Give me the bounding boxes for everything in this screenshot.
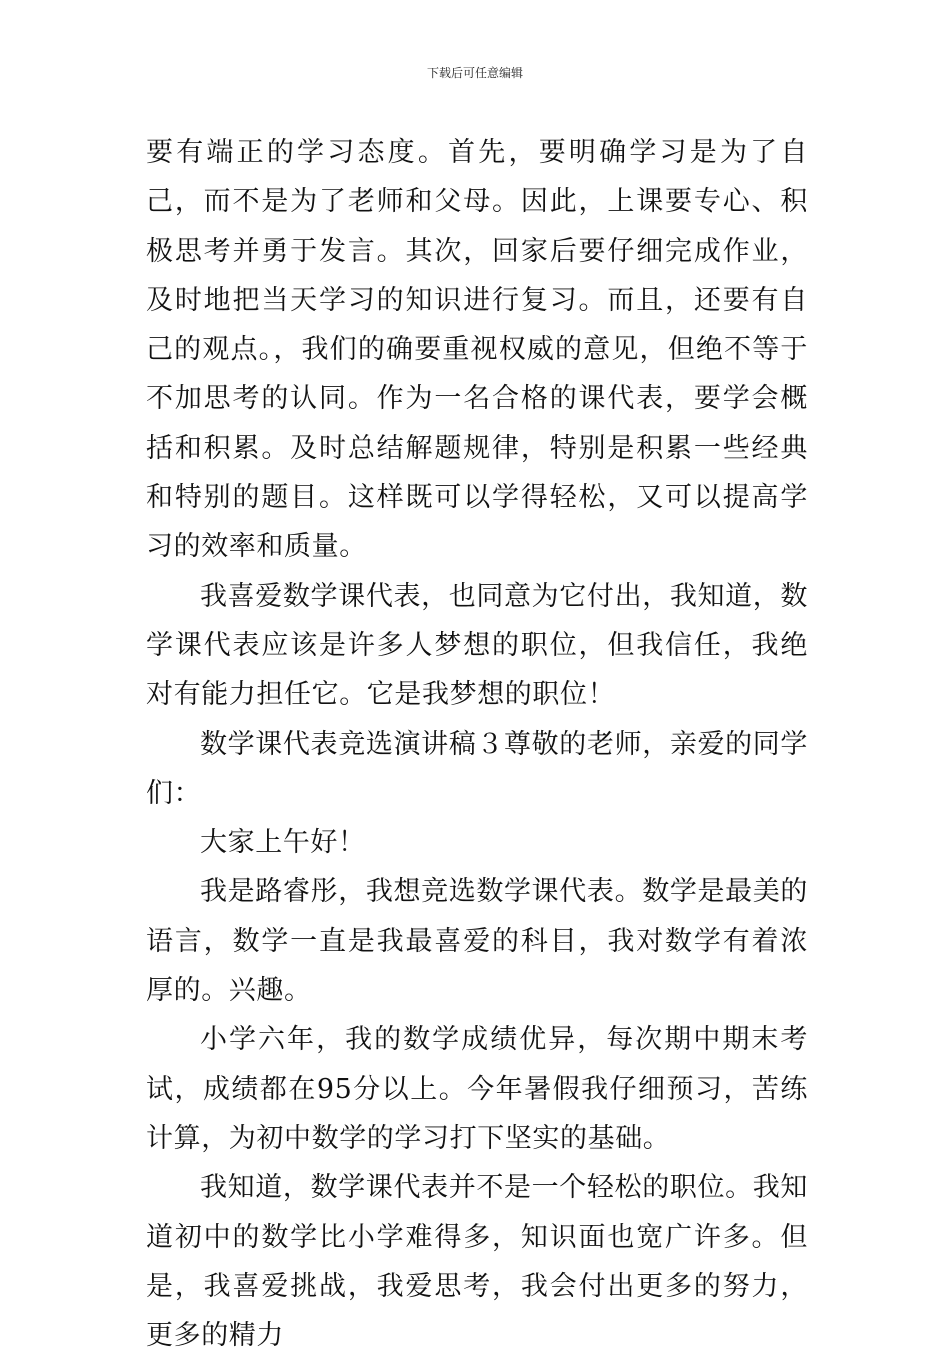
document-body xyxy=(146,128,808,1360)
paragraph-grades: 小学六年，我的数学成绩优异，每次期中期末考试，成绩都在95分以上。今年暑假我仔细预习，苦练计算，为初中数学的学习打下坚实的基础。 xyxy=(146,1024,808,1154)
paragraph-challenge: 我知道，数学课代表并不是一个轻松的职位。我知道初中的数学比小学难得多，知识面也宽广许多。但是，我喜爱挑战，我爱思考，我会付出更多的努力，更多的精力 xyxy=(146,1172,808,1352)
paragraph-greeting: 大家上午好！ xyxy=(200,827,366,859)
paragraph-speech-title: 数学课代表竞选演讲稿３尊敬的老师，亲爱的同学们： xyxy=(146,728,808,809)
paragraph-love-math-rep: 我喜爱数学课代表，也同意为它付出，我知道，数学课代表应该是许多人梦想的职位，但我信任，我绝对有能力担任它。它是我梦想的职位！ xyxy=(146,580,808,711)
paragraph-introduction: 我是路睿彤，我想竞选数学课代表。数学是最美的语言，数学一直是我最喜爱的科目，我对数学有着浓厚的。兴趣。 xyxy=(146,876,808,1007)
page-header: 下载后可任意编辑 xyxy=(426,66,523,80)
paragraph-study-attitude: 要有端正的学习态度。首先，要明确学习是为了自己，而不是为了老师和父母。因此，上课要专心、积极思考并勇于发言。其次，回家后要仔细完成作业，及时地把当天学习的知识进行复习。而且，还要有自己的观点。，我们的确要重视权威的意见，但绝不等于不加思考的认同。作为一名合格的课代表，要学会概括和积累。及时总结解题规律，特别是积累一些经典和特别的题目。这样既可以学得轻松，又可以提高学习的效率和质量。 xyxy=(146,137,808,563)
